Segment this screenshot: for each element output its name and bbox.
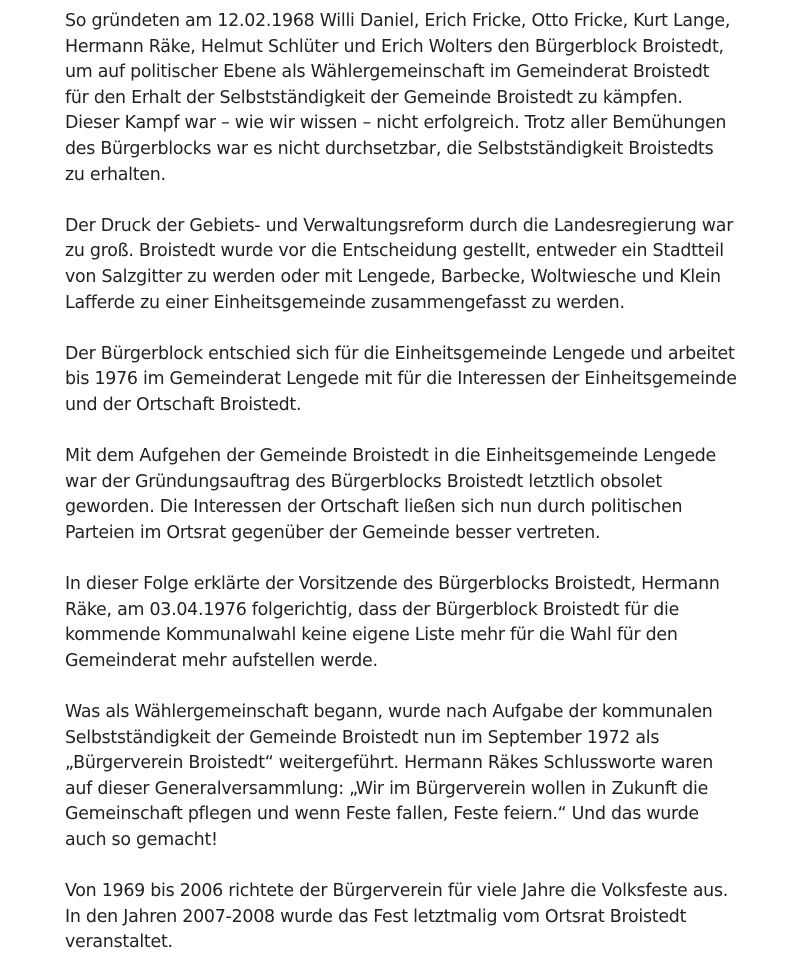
paragraph-founding: So gründeten am 12.02.1968 Willi Daniel, Erich Fricke, Otto Fricke, Kurt Lange, Hermann Räke, Helmut Schlüter und Erich Wolters den Bürgerblock Broistedt, um auf politischer Ebene als Wählergemeinschaft im Gemeinderat Broistedt für den Erhalt der Selbstständigkeit der Gemeinde Broistedt zu kämpfen. Dieser Kampf war – wie wir wissen – nicht erfolgreich. Trotz aller Bemühungen des Bürgerblocks war es nicht durchsetzbar, die Selbstständigkeit Broistedts zu erhalten. (65, 11, 731, 185)
paragraph-buergerverein: Was als Wählergemeinschaft begann, wurde nach Aufgabe der kommunalen Selbstständigkeit der Gemeinde Broistedt nun im September 1972 als „Bürgerverein Broistedt“ weitergeführt. Hermann Räkes Schlussworte waren auf dieser Generalversammlung: „Wir im Bürgerverein wollen in Zukunft die Gemeinschaft pflegen und wenn Feste fallen, Feste feiern.“ Und das wurde auch so gemacht! (65, 702, 714, 850)
paragraph-volksfeste: Von 1969 bis 2006 richtete der Bürgerverein für viele Jahre die Volksfeste aus. In den Jahren 2007-2008 wurde das Fest letztmalig vom Ortsrat Broistedt veranstaltet. (65, 881, 729, 953)
paragraph-no-candidate-list: In dieser Folge erklärte der Vorsitzende des Bürgerblocks Broistedt, Hermann Räke, am 03.04.1976 folgerichtig, dass der Bürgerblock Broistedt für die kommende Kommunalwahl keine eigene Liste mehr für die Wahl für den Gemeinderat mehr aufstellen werde. (65, 574, 720, 671)
paragraph-reform-pressure: Der Druck der Gebiets- und Verwaltungsreform durch die Landesregierung war zu groß. Broistedt wurde vor die Entscheidung gestellt, entweder ein Stadtteil von Salzgitter zu werden oder mit Lengede, Barbecke, Woltwiesche und Klein Lafferde zu einer Einheitsgemeinde zusammengefasst zu werden. (65, 215, 734, 313)
paragraph-lengede-decision: Der Bürgerblock entschied sich für die Einheitsgemeinde Lengede und arbeitet bis 1976 im Gemeinderat Lengede mit für die Interessen der Einheitsgemeinde und der Ortschaft Broistedt. (65, 343, 737, 415)
paragraph-mandate-obsolete: Mit dem Aufgehen der Gemeinde Broistedt in die Einheitsgemeinde Lengede war der Gründungsauftrag des Bürgerblocks Broistedt letztlich obsolet geworden. Die Interessen der Ortschaft ließen sich nun durch politischen Parteien im Ortsrat gegenüber der Gemeinde besser vertreten. (65, 446, 717, 543)
article-body (65, 9, 737, 956)
